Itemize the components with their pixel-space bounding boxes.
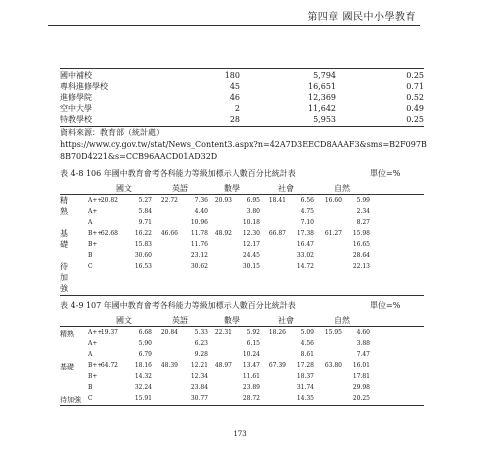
table3-caption: 表 4-9 107 年國中教育會考各科能力等級加標示人數百分比統計表 [60, 301, 296, 310]
level-group-label: 礎 [60, 240, 68, 249]
level-group-label: 待 [60, 262, 68, 271]
level-group-label: 基 [60, 229, 68, 238]
school-budget-table [60, 70, 424, 125]
score-cell: 9.28 [194, 351, 208, 358]
level-label: A [88, 351, 93, 358]
level-label: C [88, 395, 93, 402]
score-cell: 30.77 [190, 395, 208, 402]
score-cell: 30.60 [134, 252, 152, 259]
score-cell: 16.65 [352, 241, 370, 248]
score-cell: 15.91 [134, 395, 152, 402]
row-count: 45 [229, 82, 240, 91]
score-cell: 12.21 [190, 362, 208, 369]
score-cell: 14.32 [134, 373, 152, 380]
table-row [60, 349, 424, 360]
score-cell: 6.23 [194, 340, 208, 347]
row-amount: 5,953 [313, 115, 336, 124]
score-cell: 14.35 [296, 395, 314, 402]
score-cell: 18.16 [134, 362, 152, 369]
score-cell: 7.47 [356, 351, 370, 358]
subject-header: 自然 [334, 316, 350, 325]
row-amount: 12,369 [308, 93, 336, 102]
subject-header: 國文 [116, 316, 132, 325]
row-pct: 0.25 [406, 115, 424, 124]
row-amount: 5,794 [313, 71, 336, 80]
table-row [60, 195, 424, 206]
score-cell: 18.26 [268, 329, 286, 336]
table-row [60, 81, 424, 92]
row-name: 進修學院 [60, 93, 92, 102]
table-row [60, 338, 424, 349]
level-label: B [88, 252, 93, 259]
score-cell: 46.66 [160, 230, 178, 237]
subject-header: 社會 [278, 316, 294, 325]
score-cell: 4.60 [356, 329, 370, 336]
score-cell: 61.27 [324, 230, 342, 237]
level-label: B++ [88, 230, 103, 237]
subject-header: 自然 [334, 184, 350, 193]
table-row [60, 239, 424, 250]
score-cell: 10.24 [242, 351, 260, 358]
subject-header-row [60, 182, 424, 192]
score-cell: 11.76 [190, 241, 208, 248]
table-row [60, 261, 424, 272]
row-amount: 16,651 [308, 82, 336, 91]
score-cell: 20.82 [100, 197, 118, 204]
level-label: C [88, 263, 93, 270]
header-rule [48, 25, 420, 26]
level-label: A [88, 219, 93, 226]
chapter-header: 第四章 國民中小學教育 [307, 12, 416, 23]
table-row [60, 103, 424, 114]
score-cell: 12.34 [190, 373, 208, 380]
table-bottom-rule [60, 295, 424, 296]
score-cell: 9.71 [138, 219, 152, 226]
level-label: A++ [88, 197, 103, 204]
row-amount: 11,642 [308, 104, 336, 113]
subject-header: 國文 [116, 184, 132, 193]
subject-header: 英語 [172, 316, 188, 325]
score-cell: 5.84 [138, 208, 152, 215]
score-cell: 6.79 [138, 351, 152, 358]
score-cell: 33.02 [296, 252, 314, 259]
score-cell: 28.64 [352, 252, 370, 259]
score-cell: 16.60 [324, 197, 342, 204]
score-cell: 19.37 [100, 329, 118, 336]
level-label: B+ [88, 373, 98, 380]
score-cell: 22.13 [352, 263, 370, 270]
score-cell: 4.40 [194, 208, 208, 215]
score-cell: 8.27 [356, 219, 370, 226]
table2-unit: 單位=% [370, 169, 401, 178]
score-cell: 20.84 [160, 329, 178, 336]
level-group-label: 精熟 [60, 330, 74, 338]
source-url: https://www.cy.gov.tw/stat/News_Content3.aspx?n=42A7D3EECD8AAAF3&sms=B2F097B8B70D4221&s=CCB96AACD01AD32D [60, 140, 427, 161]
score-cell: 66.87 [268, 230, 286, 237]
score-cell: 18.37 [296, 373, 314, 380]
level-group-label: 強 [60, 284, 68, 293]
score-cell: 23.84 [190, 384, 208, 391]
score-cell: 13.47 [242, 362, 260, 369]
table-row [60, 283, 424, 294]
table-row [60, 92, 424, 103]
row-count: 28 [229, 115, 240, 124]
table-row [60, 114, 424, 125]
table-row [60, 217, 424, 228]
score-cell: 48.97 [214, 362, 232, 369]
row-pct: 0.49 [406, 104, 424, 113]
score-cell: 16.53 [134, 263, 152, 270]
table-row [60, 393, 424, 404]
level-group-label: 基礎 [60, 363, 74, 371]
table-row [60, 371, 424, 382]
row-count: 180 [224, 71, 240, 80]
subject-header: 數學 [224, 316, 240, 325]
score-cell: 6.15 [246, 340, 260, 347]
score-cell: 10.96 [190, 219, 208, 226]
score-cell: 3.80 [246, 208, 260, 215]
score-cell: 20.25 [352, 395, 370, 402]
table-row [60, 360, 424, 371]
score-cell: 6.68 [138, 329, 152, 336]
score-cell: 4.75 [300, 208, 314, 215]
score-cell: 15.98 [352, 230, 370, 237]
level-group-label: 精 [60, 196, 68, 205]
row-name: 特教學校 [60, 115, 92, 124]
table2-caption: 表 4-8 106 年國中教育會考各科能力等級加標示人數百分比統計表 [60, 169, 296, 178]
subject-header-row [60, 314, 424, 324]
score-cell: 14.72 [296, 263, 314, 270]
score-cell: 63.80 [324, 362, 342, 369]
level-label: A+ [88, 208, 98, 215]
score-cell: 24.45 [242, 252, 260, 259]
score-cell: 6.95 [246, 197, 260, 204]
score-cell: 2.34 [356, 208, 370, 215]
score-cell: 5.33 [194, 329, 208, 336]
score-cell: 17.81 [352, 373, 370, 380]
score-cell: 11.61 [242, 373, 260, 380]
row-count: 46 [229, 93, 240, 102]
score-cell: 22.72 [160, 197, 178, 204]
score-cell: 16.01 [352, 362, 370, 369]
score-cell: 17.38 [296, 230, 314, 237]
page-number: 173 [233, 430, 247, 438]
score-cell: 7.10 [300, 219, 314, 226]
score-cell: 29.98 [352, 384, 370, 391]
table-row [60, 70, 424, 81]
score-table-107 [60, 314, 424, 404]
score-cell: 5.27 [138, 197, 152, 204]
level-label: B [88, 384, 93, 391]
row-pct: 0.25 [406, 71, 424, 80]
row-count: 2 [234, 104, 240, 113]
score-cell: 23.89 [242, 384, 260, 391]
row-pct: 0.71 [406, 82, 424, 91]
score-cell: 5.09 [300, 329, 314, 336]
score-cell: 28.72 [242, 395, 260, 402]
score-cell: 30.15 [242, 263, 260, 270]
score-cell: 3.88 [356, 340, 370, 347]
table-row [60, 272, 424, 283]
row-name: 專科進修學校 [60, 82, 108, 91]
table3-unit: 單位=% [370, 301, 401, 310]
subject-header: 英語 [172, 184, 188, 193]
row-name: 空中大學 [60, 104, 92, 113]
score-cell: 5.99 [356, 197, 370, 204]
table-bottom-rule [60, 405, 424, 406]
score-cell: 12.17 [242, 241, 260, 248]
level-label: A+ [88, 340, 98, 347]
score-cell: 4.56 [300, 340, 314, 347]
score-cell: 48.39 [160, 362, 178, 369]
table-row [60, 228, 424, 239]
score-cell: 48.92 [214, 230, 232, 237]
level-group-label: 熟 [60, 207, 68, 216]
subject-header: 數學 [224, 184, 240, 193]
score-cell: 15.83 [134, 241, 152, 248]
score-cell: 12.30 [242, 230, 260, 237]
table-row [60, 250, 424, 261]
row-name: 國中補校 [60, 71, 92, 80]
table-row [60, 206, 424, 217]
table-row [60, 327, 424, 338]
score-cell: 18.41 [268, 197, 286, 204]
score-cell: 30.62 [190, 263, 208, 270]
level-group-label: 待加強 [60, 396, 81, 404]
score-cell: 5.92 [246, 329, 260, 336]
score-cell: 16.47 [296, 241, 314, 248]
score-cell: 32.24 [134, 384, 152, 391]
level-label: B++ [88, 362, 103, 369]
score-cell: 15.95 [324, 329, 342, 336]
level-group-label: 加 [60, 273, 68, 282]
score-cell: 31.74 [296, 384, 314, 391]
score-cell: 23.12 [190, 252, 208, 259]
score-cell: 6.56 [300, 197, 314, 204]
score-cell: 11.78 [190, 230, 208, 237]
table-row [60, 382, 424, 393]
score-cell: 5.90 [138, 340, 152, 347]
score-cell: 8.61 [300, 351, 314, 358]
score-cell: 62.68 [100, 230, 118, 237]
score-cell: 17.28 [296, 362, 314, 369]
score-cell: 67.39 [268, 362, 286, 369]
source-note [60, 127, 430, 163]
score-table-106 [60, 182, 424, 292]
level-label: A++ [88, 329, 103, 336]
score-cell: 22.31 [214, 329, 232, 336]
level-label: B+ [88, 241, 98, 248]
source-label: 資料來源：教育部（統計處） [60, 128, 164, 137]
row-pct: 0.52 [406, 93, 424, 102]
table1-top-rule [60, 68, 424, 69]
subject-header: 社會 [278, 184, 294, 193]
score-cell: 10.18 [242, 219, 260, 226]
score-cell: 20.93 [214, 197, 232, 204]
score-cell: 7.36 [194, 197, 208, 204]
score-cell: 64.72 [100, 362, 118, 369]
score-cell: 16.22 [134, 230, 152, 237]
